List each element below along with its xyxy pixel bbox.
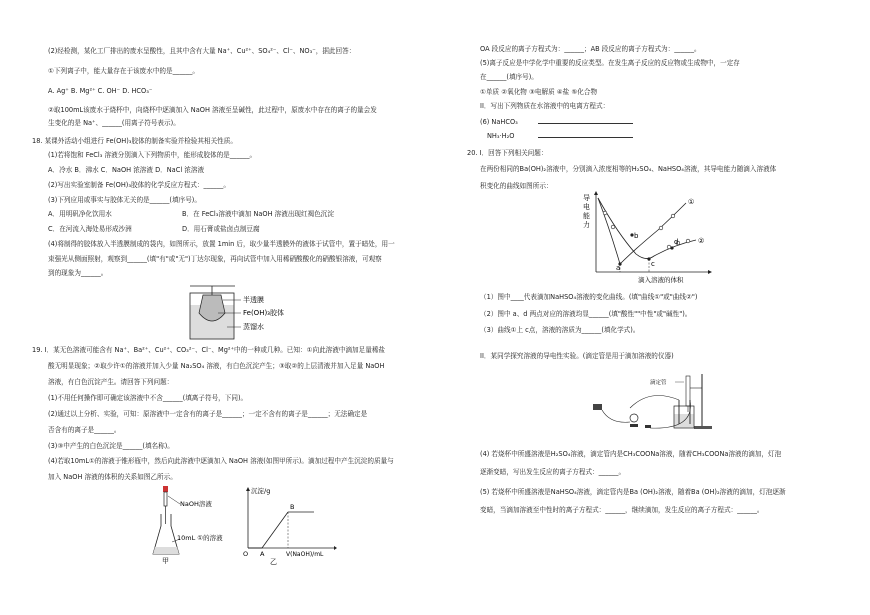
nh3h2o-ionization xyxy=(487,131,633,140)
q17-part2-sub2-line2: 生变化的是 Na⁺、______(用离子符号表示)。 xyxy=(48,119,180,127)
nh3h2o-label: NH₃·H₂O xyxy=(487,132,515,140)
q20-part5-line2: 变暗，当滴加溶液至中性时的离子方程式：______，继续滴加，发生反应的离子方程式：______。 xyxy=(480,506,764,514)
plug-icon xyxy=(593,404,602,410)
q19-line3: 溶液，有白色沉淀产生。请回答下列问题： xyxy=(48,378,174,386)
q19-part5-line1: (5)离子反应是中学化学中重要的反应类型。在发生离子反应的反应物或生成物中，一定存 xyxy=(480,59,740,67)
q17-part2-sub1: ①下列离子中，能大量存在于该废水中的是______。 xyxy=(48,67,199,75)
point-b-label: b xyxy=(634,232,639,240)
curve-1-label: ① xyxy=(688,198,695,206)
q17-part2-options: A. Ag⁺ B. Mg²⁺ C. OH⁻ D. HCO₃⁻ xyxy=(48,87,153,95)
precipitate-axis-label: 沉淀/g xyxy=(251,487,271,495)
q19-part4-line2: 加入 NaOH 溶液的体积的关系如图乙所示。 xyxy=(48,473,177,481)
q18-heading: 18. 某课外活动小组进行 Fe(OH)₃胶体的制备实验并检验其相关性质。 xyxy=(32,137,237,145)
q19-part4-line1: (4)若取10mL①的溶液于锥形瓶中，然后向此溶液中逐滴加入 NaOH 溶液(如图甲所示)。滴加过程中产生沉淀的质量与 xyxy=(48,457,394,465)
volume-axis-label: 滴入溶液的体积 xyxy=(638,276,684,284)
point-d-label: d xyxy=(674,238,679,246)
volume-axis-label: V(NaOH)/mL xyxy=(286,551,324,558)
ylabel-char-2: 电 xyxy=(583,203,590,211)
q18-part1: (1)若将饱和 FeCl₃ 溶液分别滴入下列物质中，能形成胶体的是______。 xyxy=(48,151,257,159)
q18-part3-option-a: A．用明矾净化饮用水 xyxy=(48,210,112,218)
q19-part1: (1)不用任何操作即可确定该溶液中不含______(填离子符号，下同)。 xyxy=(48,394,248,402)
q20-intro-line1: 在两份相同的Ba(OH)₂溶液中，分别滴入浓度相等的H₂SO₄、NaHSO₄溶液，其导电能力随滴入溶液体 xyxy=(480,165,777,173)
q18-part4-line1: (4)将制得的胶体放入半透膜制成的袋内，如图所示，放置 1min 后，取少量半透膜外的液体于试管中，置于暗处，用一 xyxy=(48,240,395,248)
flask-figure xyxy=(150,484,240,564)
nahco3-label: (6) NaHCO₃ xyxy=(480,118,518,126)
ylabel-char-4: 力 xyxy=(583,221,590,229)
q17-part2-text: (2)经检测，某化工厂排出的废水呈酸性，且其中含有大量 Na⁺、Cu²⁺、SO₄²⁻、Cl⁻、NO₃⁻，据此回答： xyxy=(48,47,356,55)
q18-part3: (3)下列应用或事实与胶体无关的是______(填序号)。 xyxy=(48,196,201,204)
lamp-icon xyxy=(630,414,638,422)
q19-part3: (3)③中产生的白色沉淀是______(填名称)。 xyxy=(48,442,174,450)
nahco3-answer-blank[interactable] xyxy=(538,117,633,124)
distilled-water-label: 蒸馏水 xyxy=(243,323,264,331)
q20-part5-line1: (5) 若烧杯中所盛溶液是NaHSO₄溶液，滴定管内是Ba (OH)₂溶液，随着Ba (OH)₂溶液的滴加，灯泡逐渐 xyxy=(480,488,786,496)
conductivity-apparatus xyxy=(590,368,720,434)
q19-oa-ab-equations: OA 段反应的离子方程式为：______；AB 段反应的离子方程式为：______。 xyxy=(480,45,701,53)
q18-part3-option-c: C．在河流入海处易形成沙洲 xyxy=(48,225,132,233)
q19-part2-line2: 否含有的离子是______。 xyxy=(48,426,121,434)
point-d-marker xyxy=(670,246,673,249)
flask-solution-label: 10mL ①的溶液 xyxy=(177,534,223,542)
switch-icon xyxy=(645,425,651,428)
point-b-label: B xyxy=(290,503,295,511)
q20-ii-heading: II．某同学探究溶液的导电性实验。(滴定管是用于滴加溶液的仪器) xyxy=(480,352,674,360)
q18-part1-options: A．冷水 B．沸水 C．NaOH 浓溶液 D．NaCl 浓溶液 xyxy=(48,166,205,174)
naoh-solution-label: NaOH溶液 xyxy=(180,500,212,508)
q18-part3-option-b: B．在 FeCl₃溶液中滴加 NaOH 溶液出现红褐色沉淀 xyxy=(182,210,334,218)
q20-part4-line1: (4) 若烧杯中所盛溶液是H₂SO₄溶液，滴定管内是CH₃COONa溶液，随着CH₃COONa溶液的滴加，灯泡 xyxy=(480,450,782,458)
q20-heading: 20. I．回答下列相关问题： xyxy=(467,149,548,157)
figure-yi-caption: 乙 xyxy=(270,558,277,566)
q17-part2-sub2-line1: ②取100mL该废水于烧杯中，向烧杯中逐滴加入 NaOH 溶液至呈碱性，此过程中，原废水中存在的离子的量会发 xyxy=(48,106,377,114)
q20-part1: （1）图中____代表滴加NaHSO₄溶液的变化曲线。(填"曲线①"或"曲线②") xyxy=(480,293,698,301)
q18-part3-option-d: D．用石膏或盐卤点制豆腐 xyxy=(182,225,260,233)
dialysis-figure xyxy=(185,283,345,341)
point-c-label: c xyxy=(651,260,655,268)
point-a-label: a xyxy=(616,264,621,272)
nahco3-ionization xyxy=(480,117,633,126)
q20-part4-line2: 逐渐变暗，写出发生反应的离子方程式：______。 xyxy=(480,468,626,476)
q18-part4-line3: 到的现象为______。 xyxy=(48,269,108,277)
curve-2-label: ② xyxy=(698,237,705,245)
colloid-label: Fe(OH)₃胶体 xyxy=(243,309,284,317)
q19-part2-line1: (2)通过以上分析、实验，可知：原溶液中一定含有的离子是______；一定不含有的离子是______；无法确定是 xyxy=(48,410,368,418)
q20-part2: （2）图中 a、d 两点对应的溶液均显______(填"酸性""中性"或"碱性")。 xyxy=(480,310,692,318)
q20-part3: （3）曲线①上 c点，溶液的溶质为______(填化学式)。 xyxy=(480,326,640,334)
q18-part2: (2)写出实验室制备 Fe(OH)₃胶体的化学反应方程式：______。 xyxy=(48,181,230,189)
conductivity-graph xyxy=(578,190,718,285)
dropper-bulb xyxy=(163,486,168,492)
origin-label: O xyxy=(243,550,249,558)
curve-1 xyxy=(598,198,686,264)
q19-part5-options: ①单质 ②氧化物 ③电解质 ④盐 ⑤化合物 xyxy=(480,88,598,96)
q19-heading: 19. I．某无色溶液可能含有 Na⁺、Ba²⁺、Cu²⁺、CO₃²⁻、Cl⁻、Mg²⁺中的一种或几种。已知：①向此溶液中滴加足量稀盐 xyxy=(32,346,386,354)
figure-jia-caption: 甲 xyxy=(162,557,169,564)
burette-label: 滴定管 xyxy=(650,380,667,386)
q20-intro-line2: 积变化的曲线如图所示： xyxy=(480,182,553,190)
ylabel-char-1: 导 xyxy=(583,194,590,202)
q19-part5-line2: 在______(填序号)。 xyxy=(480,73,538,81)
precipitate-graph xyxy=(238,484,338,566)
q18-part4-line2: 束强光从侧面照射，观察到______(填"有"或"无")丁达尔现象，再向试管中加入用稀硝酸酸化的硝酸银溶液，可观察 xyxy=(48,255,382,263)
q19-ii-heading: II．写出下列物质在水溶液中的电离方程式： xyxy=(480,102,610,110)
point-a-label: A xyxy=(260,550,265,558)
membrane-label: 半透膜 xyxy=(243,296,264,304)
nh3h2o-answer-blank[interactable] xyxy=(538,131,633,138)
q19-line2: 酸无明显现象；②取少许①的溶液并加入少量 Na₂SO₄ 溶液，有白色沉淀产生；③取②的上层清液并加入足量 NaOH xyxy=(48,362,385,370)
ylabel-char-3: 能 xyxy=(583,212,590,220)
